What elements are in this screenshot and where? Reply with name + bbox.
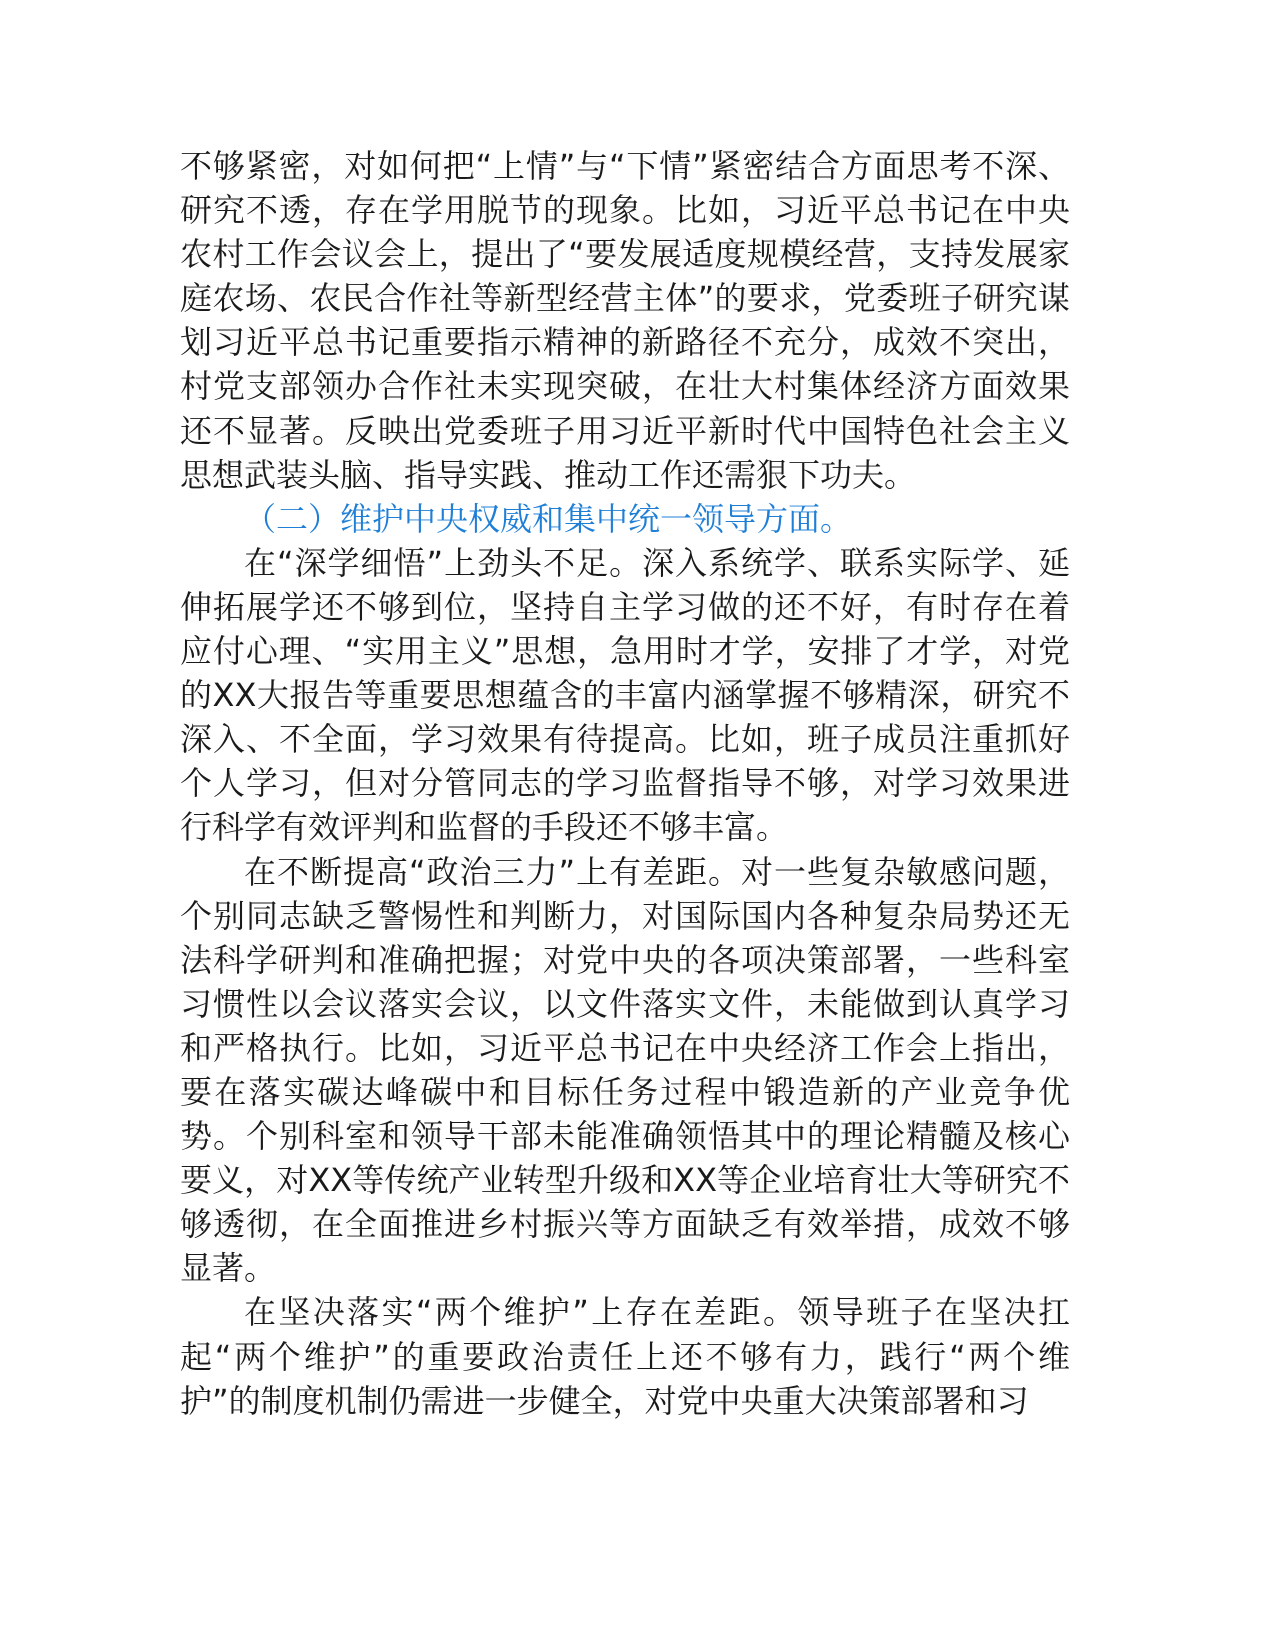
section-heading: （二）维护中央权威和集中统一领导方面。 bbox=[244, 499, 853, 538]
body-paragraph-study: 在“深学细悟”上劲头不足。深入系统学、联系实际学、延伸拓展学还不够到位，坚持自主学习做的还不好，有时存在着应付心理、“实用主义”思想，急用时才学，安排了才学，对党的XX大报告等重要思想蕴含的丰富内涵掌握不够精深，研究不深入、不全面，学习效果有待提高。比如，班子成员注重抓好个人学习，但对分管同志的学习监督指导不够，对学习效果进行科学有效评判和监督的手段还不够丰富。 bbox=[180, 543, 1070, 847]
body-paragraph-continuation: 不够紧密，对如何把“上情”与“下情”紧密结合方面思考不深、研究不透，存在学用脱节的现象。比如，习近平总书记在中央农村工作会议会上，提出了“要发展适度规模经营，支持发展家庭农场、农民合作社等新型经营主体”的要求，党委班子研究谋划习近平总书记重要指示精神的新路径不充分，成效不突出，村党支部领办合作社未实现突破，在壮大村集体经济方面效果还不显著。反映出党委班子用习近平新时代中国特色社会主义思想武装头脑、指导实践、推动工作还需狠下功夫。 bbox=[180, 147, 1070, 494]
body-paragraph-two-safeguards: 在坚决落实“两个维护”上存在差距。领导班子在坚决扛起“两个维护”的重要政治责任上还不够有力，践行“两个维护”的制度机制仍需进一步健全，对党中央重大决策部署和习 bbox=[180, 1293, 1070, 1420]
document-page bbox=[180, 144, 1070, 1423]
body-paragraph-political-capacity: 在不断提高“政治三力”上有差距。对一些复杂敏感问题，个别同志缺乏警惕性和判断力，对国际国内各种复杂局势还无法科学研判和准确把握；对党中央的各项决策部署，一些科室习惯性以会议落实会议，以文件落实文件，未能做到认真学习和严格执行。比如，习近平总书记在中央经济工作会上指出，要在落实碳达峰碳中和目标任务过程中锻造新的产业竞争优势。个别科室和领导干部未能准确领悟其中的理论精髓及核心要义，对XX等传统产业转型升级和XX等企业培育壮大等研究不够透彻，在全面推进乡村振兴等方面缺乏有效举措，成效不够显著。 bbox=[180, 852, 1070, 1288]
